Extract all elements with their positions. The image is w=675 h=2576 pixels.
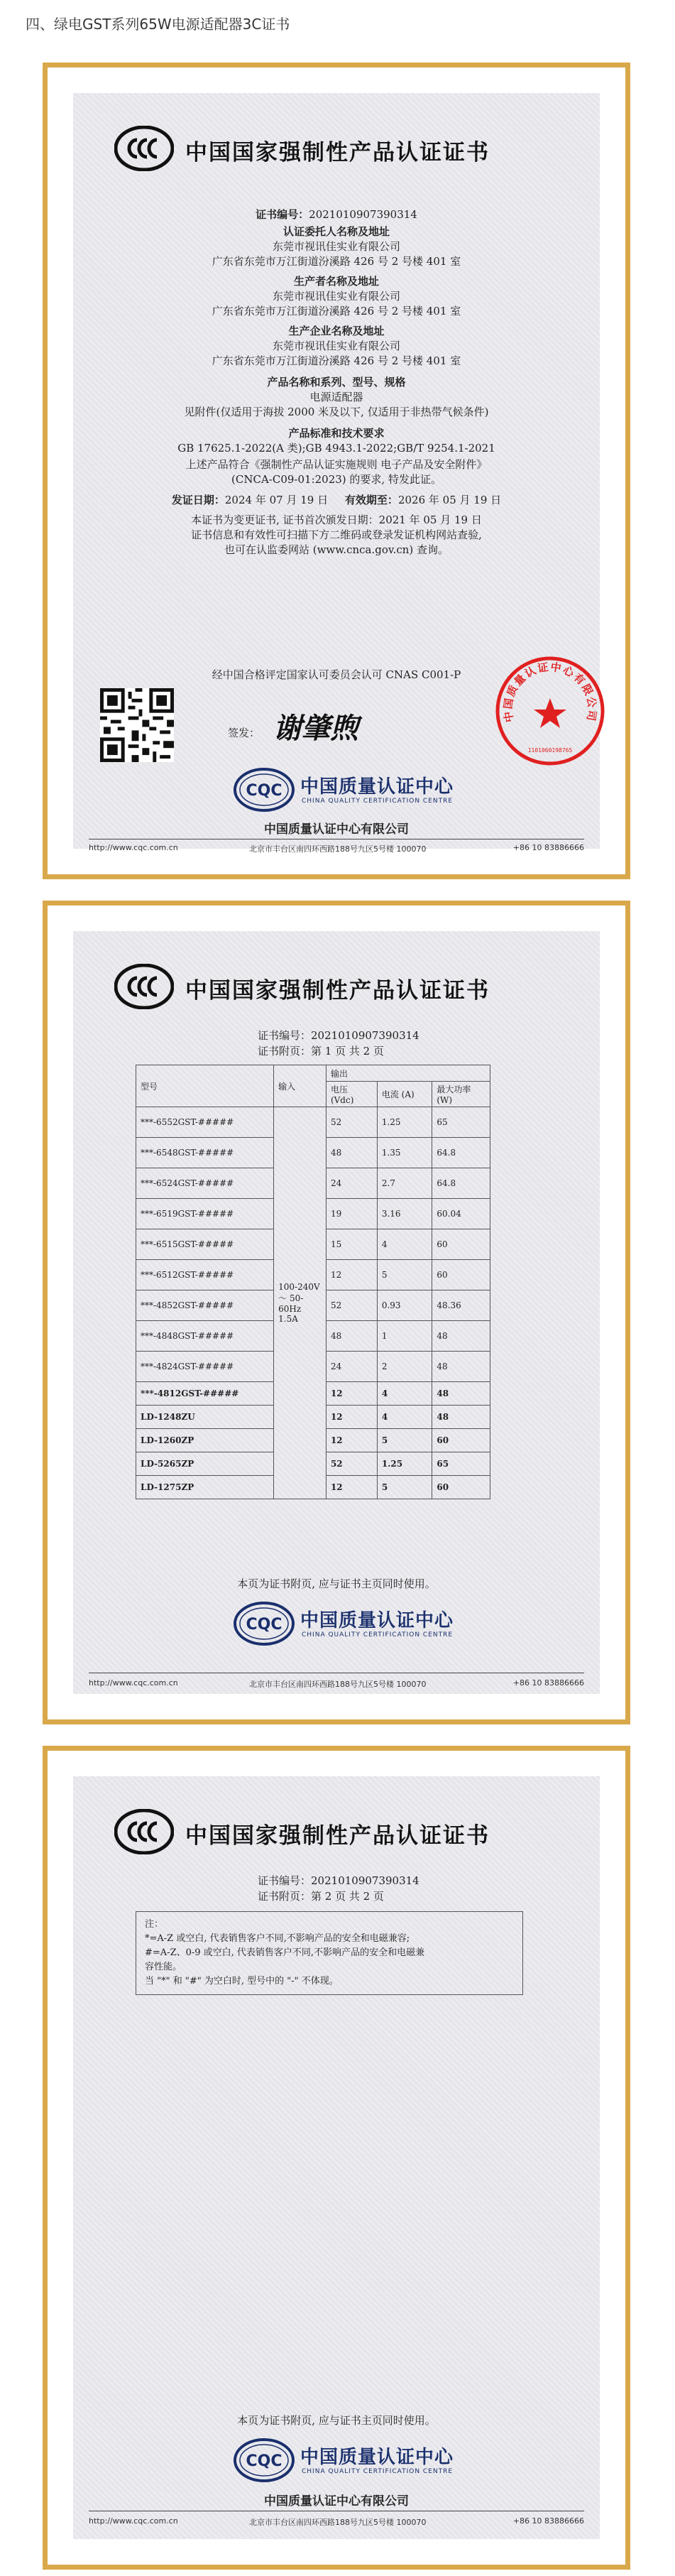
cert-number-label: 证书编号：	[258, 1874, 312, 1887]
cell-voltage: 12	[326, 1382, 377, 1406]
qr-code-icon[interactable]	[100, 688, 174, 762]
cqc-name-en: CHINA QUALITY CERTIFICATION CENTRE	[302, 2468, 454, 2475]
client-label: 认证委托人名称及地址	[282, 225, 390, 238]
footer-phone: +86 10 83886666	[512, 1678, 584, 1688]
cell-model: ***-4852GST-#####	[136, 1290, 274, 1321]
sign-label: 签发：	[228, 727, 260, 739]
certificate-paper	[73, 1776, 600, 2539]
svg-text:CQC: CQC	[246, 2452, 282, 2470]
cell-input: 100-240V ～ 50-60Hz 1.5A	[274, 1107, 326, 1499]
signature-image	[272, 704, 371, 749]
cell-voltage: 24	[326, 1168, 377, 1199]
cell-current: 5	[377, 1429, 432, 1452]
cell-model: ***-4848GST-#####	[136, 1321, 274, 1352]
validity-text-3: 也可在认监委网站 (www.cnca.gov.cn) 查询。	[224, 543, 449, 556]
cqc-company: 中国质量认证中心有限公司	[264, 822, 409, 837]
appendix-page: 证书附页：第 2 页 共 2 页	[258, 1890, 384, 1903]
cell-voltage: 12	[326, 1429, 377, 1452]
cell-voltage: 48	[326, 1138, 377, 1168]
cell-model: ***-6512GST-#####	[136, 1260, 274, 1290]
cell-model: LD-1260ZP	[136, 1429, 274, 1452]
ccc-logo-icon	[114, 1809, 174, 1854]
cell-model: ***-6524GST-#####	[136, 1168, 274, 1199]
header-voltage: 电压 (Vdc)	[326, 1082, 377, 1107]
cell-model: ***-6515GST-#####	[136, 1229, 274, 1260]
header-model: 型号	[136, 1065, 274, 1107]
header-current: 电流 (A)	[377, 1082, 432, 1107]
cert-number: 2021010907390314	[311, 1874, 419, 1887]
certificate-paper	[73, 931, 600, 1694]
cell-voltage: 52	[326, 1290, 377, 1321]
cell-power: 60	[432, 1260, 490, 1290]
cqc-logo-block	[73, 2438, 600, 2495]
conform-text-2: (CNCA-C09-01:2023) 的要求, 特发此证。	[231, 473, 441, 486]
issue-date: 2024 年 07 月 19 日	[224, 494, 329, 506]
cell-power: 48	[432, 1382, 490, 1406]
cert-number: 2021010907390314	[311, 1029, 419, 1042]
certificate-header	[73, 964, 600, 1013]
footer-website[interactable]: http://www.cqc.com.cn	[89, 2516, 178, 2526]
footer-address: 北京市丰台区南四环西路188号九区5号楼 100070	[249, 844, 427, 854]
certificate-header	[73, 126, 600, 175]
cell-current: 1.25	[377, 1452, 432, 1476]
client-address: 广东省东莞市万江街道汾溪路 426 号 2 号楼 401 室	[212, 255, 461, 268]
cell-voltage: 12	[326, 1476, 377, 1499]
cqc-mark-icon	[234, 1602, 295, 1646]
cell-model: ***-6519GST-#####	[136, 1199, 274, 1229]
factory-label: 生产企业名称及地址	[288, 325, 385, 337]
footer-phone: +86 10 83886666	[512, 2516, 584, 2526]
cert-number-line	[258, 1028, 419, 1043]
cell-current: 4	[377, 1406, 432, 1429]
maker-address: 广东省东莞市万江街道汾溪路 426 号 2 号楼 401 室	[212, 305, 461, 317]
certificate-title: 中国国家强制性产品认证证书	[185, 140, 490, 165]
cell-current: 1.25	[377, 1107, 432, 1138]
cell-model: ***-6548GST-#####	[136, 1138, 274, 1168]
cell-model: LD-5265ZP	[136, 1452, 274, 1476]
product-note: 见附件(仅适用于海拔 2000 米及以下, 仅适用于非热带气候条件)	[184, 406, 489, 418]
cell-power: 60	[432, 1429, 490, 1452]
cell-power: 64.8	[432, 1138, 490, 1168]
cell-power: 48	[432, 1321, 490, 1352]
cell-model: ***-4824GST-#####	[136, 1352, 274, 1382]
notes-box	[136, 1911, 523, 1995]
cell-current: 4	[377, 1382, 432, 1406]
cell-power: 48	[432, 1352, 490, 1382]
certificate-page-2	[43, 901, 630, 1724]
footer-website[interactable]: http://www.cqc.com.cn	[89, 1678, 178, 1688]
cell-current: 3.16	[377, 1199, 432, 1229]
valid-date: 2026 年 05 月 19 日	[397, 494, 502, 506]
certificate-page-1	[43, 63, 630, 879]
cert-number: 2021010907390314	[309, 208, 417, 221]
cert-number-line	[258, 1873, 419, 1888]
factory-address: 广东省东莞市万江街道汾溪路 426 号 2 号楼 401 室	[212, 354, 461, 367]
cell-model: ***-6552GST-#####	[136, 1107, 274, 1138]
standard-text: GB 17625.1-2022(A 类);GB 4943.1-2022;GB/T 9254.1-2021	[177, 442, 495, 455]
cell-power: 48.36	[432, 1290, 490, 1321]
cell-power: 60.04	[432, 1199, 490, 1229]
cqc-logo-block	[73, 768, 600, 825]
cert-number-label: 证书编号：	[258, 1029, 312, 1042]
certificate-title: 中国国家强制性产品认证证书	[185, 978, 490, 1004]
accreditation-text: 经中国合格评定国家认可委员会认可 CNAS C001-P	[212, 668, 461, 681]
cell-current: 1.35	[377, 1138, 432, 1168]
cell-current: 2.7	[377, 1168, 432, 1199]
signature-text: 谢肇煦	[273, 712, 358, 745]
cell-power: 64.8	[432, 1168, 490, 1199]
cell-power: 60	[432, 1229, 490, 1260]
issue-label: 发证日期：	[171, 494, 225, 506]
cqc-name-en: CHINA QUALITY CERTIFICATION CENTRE	[302, 798, 454, 805]
section-heading: 四、绿电GST系列65W电源适配器3C证书	[26, 16, 290, 33]
seal-text: 中国质量认证中心有限公司	[501, 660, 599, 724]
cqc-name-cn: 中国质量认证中心	[300, 2447, 454, 2468]
cell-power: 65	[432, 1452, 490, 1476]
certificate-page-3	[43, 1746, 630, 2570]
conform-text-1: 上述产品符合《强制性产品认证实施规则 电子产品及安全附件》	[185, 458, 488, 471]
cell-voltage: 19	[326, 1199, 377, 1229]
cqc-logo-block	[73, 1602, 600, 1658]
footer-phone: +86 10 83886666	[512, 843, 584, 852]
client-name: 东莞市视讯佳实业有限公司	[272, 240, 400, 253]
standard-label: 产品标准和技术要求	[288, 427, 385, 440]
cell-model: ***-4812GST-#####	[136, 1382, 274, 1406]
cell-current: 5	[377, 1260, 432, 1290]
cell-power: 48	[432, 1406, 490, 1429]
cell-current: 1	[377, 1321, 432, 1352]
maker-name: 东莞市视讯佳实业有限公司	[272, 290, 400, 303]
ccc-logo-icon	[114, 964, 174, 1009]
cqc-name-cn: 中国质量认证中心	[300, 776, 454, 798]
table-row	[136, 1107, 490, 1138]
appendix-footnote: 本页为证书附页, 应与证书主页同时使用。	[237, 2414, 436, 2427]
product-label: 产品名称和系列、型号、规格	[267, 376, 406, 388]
cell-voltage: 52	[326, 1107, 377, 1138]
appendix-page: 证书附页：第 1 页 共 2 页	[258, 1045, 384, 1058]
cell-model: LD-1248ZU	[136, 1406, 274, 1429]
ccc-logo-icon	[114, 126, 174, 171]
cell-voltage: 52	[326, 1452, 377, 1476]
cell-power: 65	[432, 1107, 490, 1138]
model-table	[136, 1065, 490, 1499]
svg-text:1101060198765: 1101060198765	[527, 747, 573, 754]
cell-model: LD-1275ZP	[136, 1476, 274, 1499]
certificate-paper	[73, 93, 600, 854]
header-output: 输出	[326, 1065, 490, 1082]
note-line: *=A-Z 或空白, 代表销售客户不同,不影响产品的安全和电磁兼容;	[145, 1933, 410, 1944]
cell-voltage: 24	[326, 1352, 377, 1382]
cell-current: 4	[377, 1229, 432, 1260]
cell-voltage: 48	[326, 1321, 377, 1352]
footer-address: 北京市丰台区南四环西路188号九区5号楼 100070	[249, 1680, 427, 1689]
header-power: 最大功率 (W)	[432, 1082, 490, 1107]
red-seal-icon	[493, 654, 607, 768]
note-line: 容性能。	[145, 1962, 182, 1972]
cert-number-line	[73, 207, 600, 222]
appendix-footnote: 本页为证书附页, 应与证书主页同时使用。	[237, 1577, 436, 1590]
note-line: #=A-Z、0-9 或空白, 代表销售客户不同,不影响产品的安全和电磁兼	[145, 1947, 425, 1958]
cqc-mark-icon	[234, 2438, 295, 2482]
cell-power: 60	[432, 1476, 490, 1499]
cell-current: 2	[377, 1352, 432, 1382]
note-line: 当 "*" 和 "#" 为空白时, 型号中的 "-" 不体现。	[145, 1976, 339, 1987]
cell-voltage: 12	[326, 1260, 377, 1290]
cqc-name-en: CHINA QUALITY CERTIFICATION CENTRE	[302, 1631, 454, 1638]
footer-website[interactable]: http://www.cqc.com.cn	[89, 843, 178, 852]
validity-text-2: 证书信息和有效性可扫描下方二维码或登录发证机构网站查验,	[191, 528, 482, 541]
product-name: 电源适配器	[309, 391, 363, 403]
cell-voltage: 15	[326, 1229, 377, 1260]
cell-voltage: 12	[326, 1406, 377, 1429]
cert-number-label: 证书编号：	[256, 208, 309, 221]
note-line: 注：	[145, 1919, 164, 1930]
validity-text-1: 本证书为变更证书, 证书首次颁发日期：2021 年 05 月 19 日	[191, 513, 482, 526]
dates-line	[73, 492, 600, 507]
cqc-mark-icon	[234, 768, 295, 812]
valid-label: 有效期至：	[344, 494, 398, 506]
maker-label: 生产者名称及地址	[293, 275, 379, 288]
svg-text:CQC: CQC	[246, 782, 282, 800]
cqc-name-cn: 中国质量认证中心	[300, 1610, 454, 1631]
factory-name: 东莞市视讯佳实业有限公司	[272, 339, 400, 352]
cell-current: 5	[377, 1476, 432, 1499]
cell-current: 0.93	[377, 1290, 432, 1321]
certificate-header	[73, 1809, 600, 1859]
header-input: 输入	[274, 1065, 326, 1107]
certificate-title: 中国国家强制性产品认证证书	[185, 1823, 490, 1849]
svg-text:CQC: CQC	[246, 1616, 282, 1634]
cqc-company: 中国质量认证中心有限公司	[264, 2494, 409, 2509]
footer-address: 北京市丰台区南四环西路188号九区5号楼 100070	[249, 2518, 427, 2527]
